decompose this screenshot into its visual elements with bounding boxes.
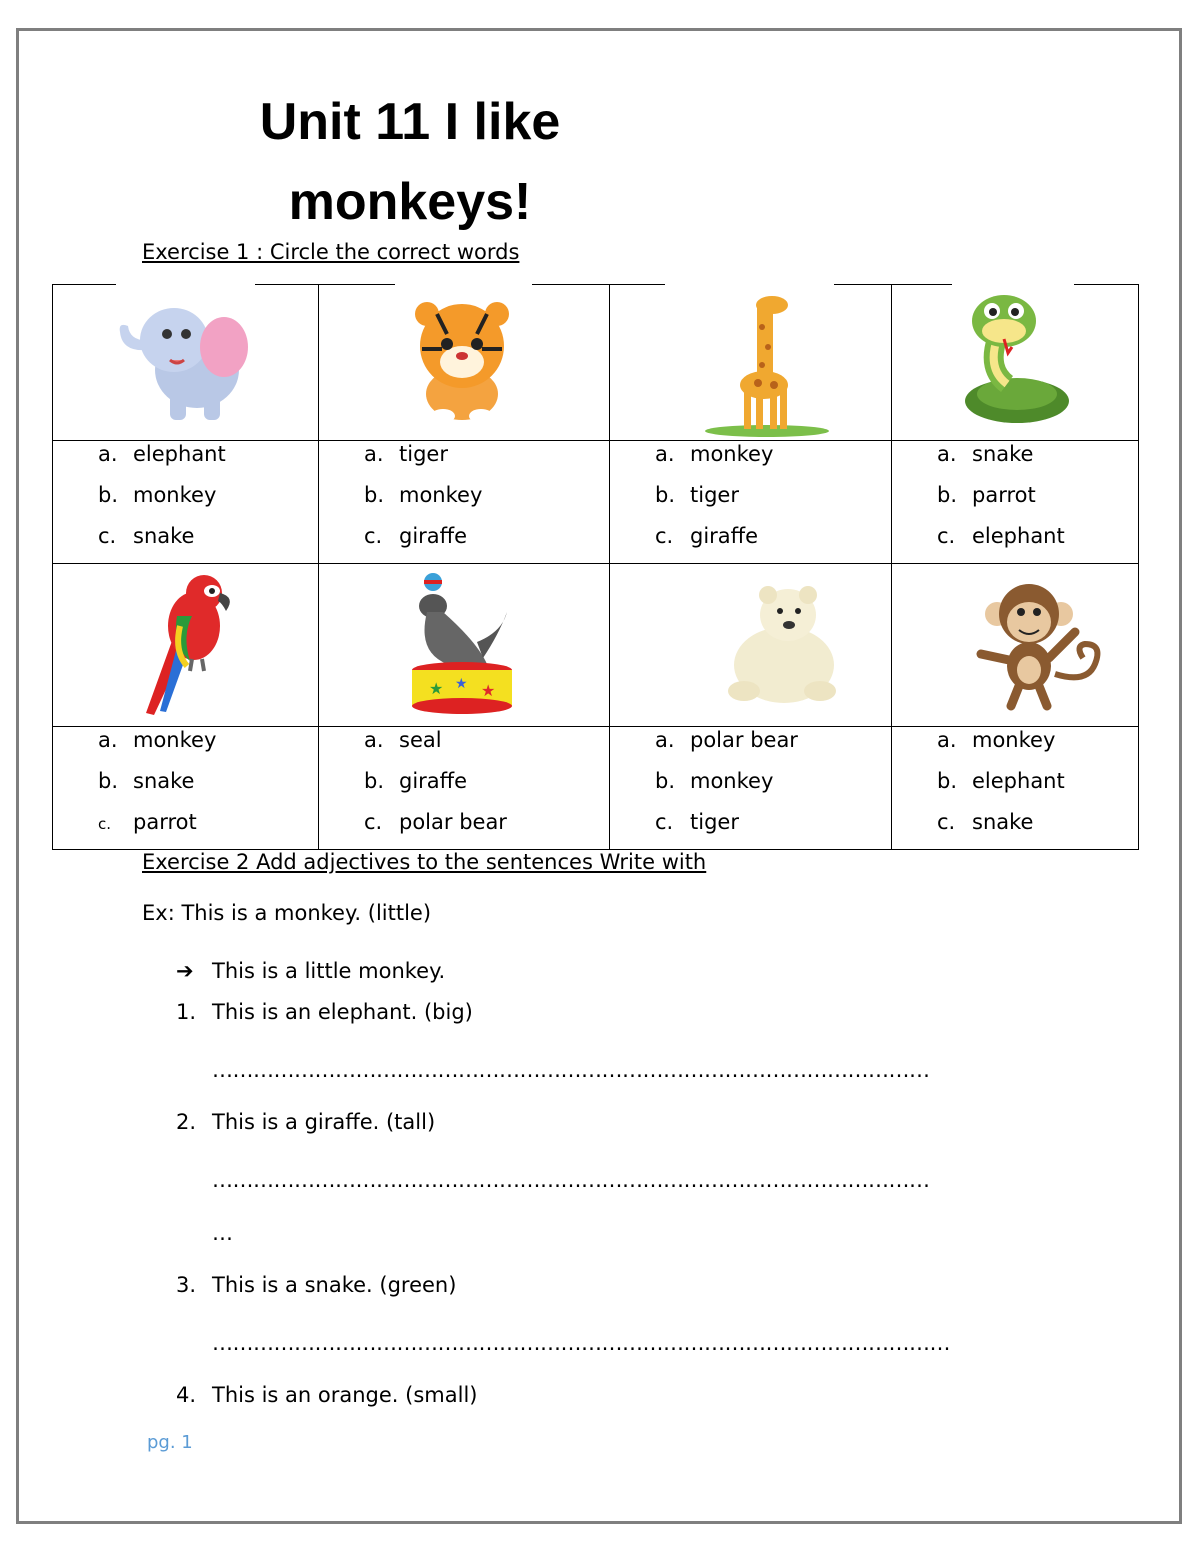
question-2: 2. This is a giraffe. (tall) xyxy=(176,1110,436,1134)
option-a[interactable]: a. monkey xyxy=(655,442,774,466)
option-c[interactable]: c. snake xyxy=(937,810,1034,834)
options-elephant xyxy=(98,434,226,557)
option-c[interactable]: c. elephant xyxy=(937,524,1065,548)
option-b[interactable]: b. monkey xyxy=(98,483,217,507)
answer-line-3[interactable]: ……………………………………………………………………………………………… xyxy=(212,1331,950,1355)
table-column-divider xyxy=(609,284,610,850)
question-3: 3. This is a snake. (green) xyxy=(176,1273,457,1297)
table-row-divider xyxy=(52,563,1139,564)
answer-line-2[interactable]: …………………………………………………………………………………………… xyxy=(212,1168,930,1192)
option-a[interactable]: a. elephant xyxy=(98,442,226,466)
options-seal xyxy=(364,720,507,843)
table-column-divider xyxy=(52,284,53,850)
page-number: pg. 1 xyxy=(147,1432,193,1453)
exercise1-table xyxy=(52,284,1139,850)
unit-title-line1: Unit 11 I like xyxy=(259,93,561,151)
option-a[interactable]: a. snake xyxy=(937,442,1034,466)
polar-bear-picture xyxy=(692,564,872,724)
giraffe-picture xyxy=(672,284,862,439)
options-parrot xyxy=(98,720,216,845)
answer-line-2-continued[interactable]: … xyxy=(212,1221,233,1245)
option-b[interactable]: b. monkey xyxy=(655,769,774,793)
table-column-divider xyxy=(1138,284,1139,850)
seal-picture xyxy=(382,564,542,724)
option-b[interactable]: b. giraffe xyxy=(364,769,468,793)
monkey-picture xyxy=(952,566,1122,721)
option-b[interactable]: b. monkey xyxy=(364,483,483,507)
option-b[interactable]: b. tiger xyxy=(655,483,739,507)
options-tiger xyxy=(364,434,482,557)
option-b[interactable]: b. parrot xyxy=(937,483,1036,507)
unit-title-line2: monkeys! xyxy=(288,173,532,231)
option-a[interactable]: a. monkey xyxy=(98,728,217,752)
question-1: 1. This is an elephant. (big) xyxy=(176,1000,473,1024)
option-c[interactable]: c. giraffe xyxy=(364,524,468,548)
tiger-picture xyxy=(372,284,552,434)
option-b[interactable]: b. elephant xyxy=(937,769,1065,793)
options-giraffe xyxy=(655,434,773,557)
options-polar-bear xyxy=(655,720,798,843)
option-c[interactable]: c. tiger xyxy=(655,810,739,834)
option-b[interactable]: b. snake xyxy=(98,769,195,793)
table-column-divider xyxy=(318,284,319,850)
exercise1-heading: Exercise 1 : Circle the correct words xyxy=(142,240,520,264)
svg-text:★: ★ xyxy=(455,675,468,692)
option-a[interactable]: a. monkey xyxy=(937,728,1056,752)
svg-text:★: ★ xyxy=(481,680,496,700)
svg-text:★: ★ xyxy=(429,678,444,698)
example-answer: ➔ This is a little monkey. xyxy=(176,959,446,983)
option-a[interactable]: a. seal xyxy=(364,728,442,752)
answer-line-1[interactable]: …………………………………………………………………………………………… xyxy=(212,1058,930,1082)
snake-picture xyxy=(932,284,1102,434)
option-c[interactable]: c. polar bear xyxy=(364,810,507,834)
options-monkey xyxy=(937,720,1065,843)
options-snake xyxy=(937,434,1065,557)
option-c[interactable]: c. snake xyxy=(98,524,195,548)
option-a[interactable]: a. tiger xyxy=(364,442,448,466)
arrow-icon: ➔ xyxy=(176,959,194,983)
option-a[interactable]: a. polar bear xyxy=(655,728,798,752)
exercise2-heading: Exercise 2 Add adjectives to the sentences Write with xyxy=(142,850,707,874)
option-c[interactable]: c. parrot xyxy=(98,810,197,834)
elephant-picture xyxy=(102,284,272,434)
table-column-divider xyxy=(891,284,892,850)
option-c[interactable]: c. giraffe xyxy=(655,524,759,548)
parrot-picture xyxy=(112,566,262,721)
question-4: 4. This is an orange. (small) xyxy=(176,1383,478,1407)
example-sentence: Ex: This is a monkey. (little) xyxy=(142,901,432,925)
